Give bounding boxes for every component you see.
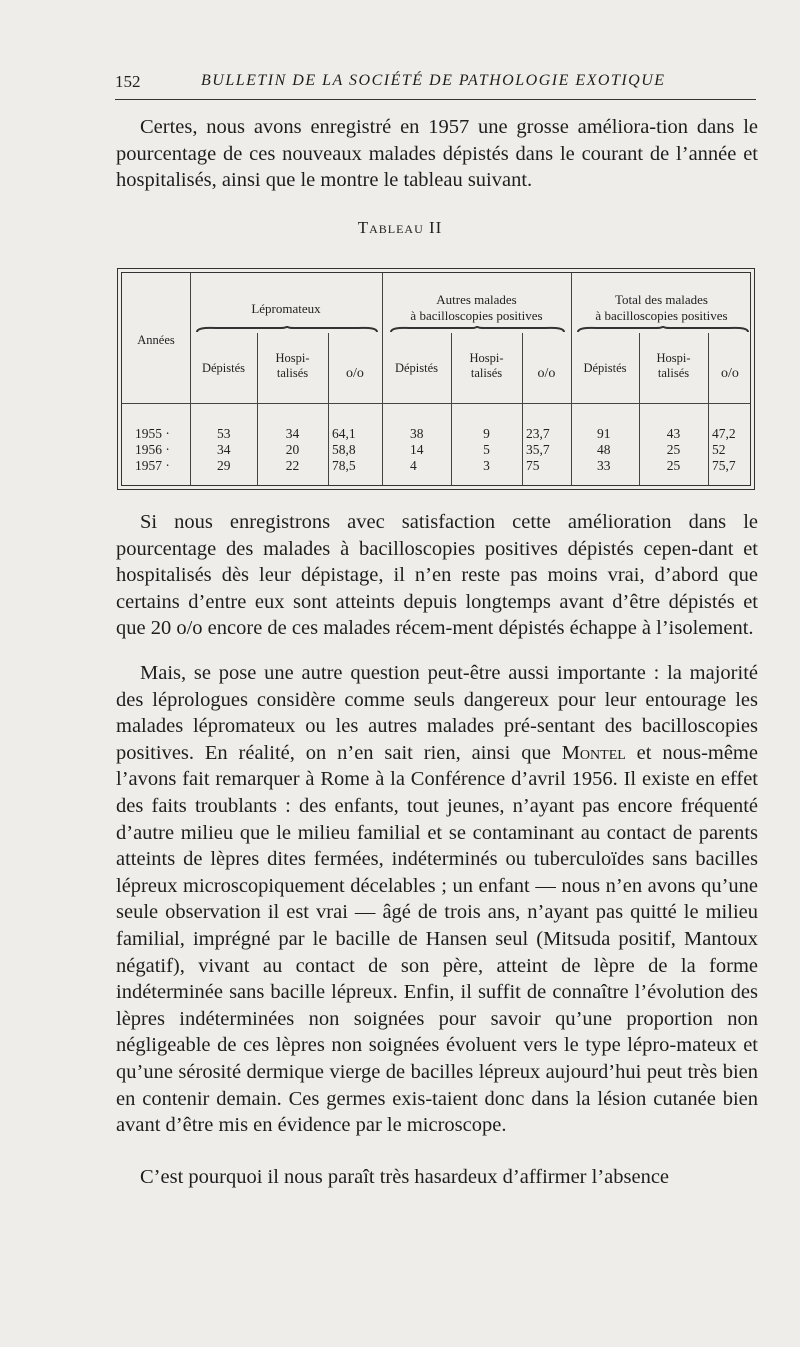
table-title: Tableau II xyxy=(357,218,443,237)
cell-a-depistes: 4 xyxy=(410,458,417,473)
running-title: BULLETIN DE LA SOCIÉTÉ DE PATHOLOGIE EXOTIQUE xyxy=(201,72,666,89)
page-number: 152 xyxy=(115,72,141,91)
group-header-line: Autres malades xyxy=(436,292,517,307)
cell-year: 1957 · xyxy=(135,458,170,473)
cell-l-hospitalises: 22 xyxy=(285,458,300,473)
paragraph-text: et nous-même l’avons fait remarquer à Rome à la Conférence d’avril 1956. Il existe en effet des faits troublants : des enfants, tout jeunes, n’ayant pas encore fréquenté d’autre milieu que le milieu familial et se contaminant au contact de parents atteints de lèpres dites fermées, indéterminés ou tuberculoïdes sans bacilles lépreux microscopiquement décelables ; un enfant — nous n’en avons qu’une seule observation il est vrai — âgé de trois ans, n’ayant pas quitté le milieu familial, imprégné par le bacille de Hansen seul (Mitsuda positif, Mantoux négatif), vivant au contact de son père, atteint de lèpre de la forme indéterminée sans bacille lépreux. Enfin, il suffit de connaître l’évolution des lèpres indéterminées non soignées pour savoir qu’une proportion non négligeable de ces lèpres non soignées évoluent vers le type lépro-mateux et qu’une sérosité dermique vierge de bacilles lépreux aujourd’hui peut très bien en contenir demain. Ces germes exis-taient donc dans la lésion cutanée bien avant d’être mis en évidence par le microscope. xyxy=(116,741,758,1137)
cell-a-depistes: 38 xyxy=(410,426,424,441)
cell-a-hospitalises: 3 xyxy=(483,458,490,473)
cell-t-hospitalises: 43 xyxy=(666,426,681,441)
page-header xyxy=(115,72,755,96)
cell-l-pct: 78,5 xyxy=(332,458,356,473)
sub-header-hospitalises xyxy=(257,351,328,381)
sub-header-depistes: Dépistés xyxy=(201,361,246,375)
sub-header-line: talisés xyxy=(657,366,690,380)
sub-header-line: Hospi- xyxy=(656,351,691,365)
paragraph-question xyxy=(116,660,758,1139)
column-divider xyxy=(708,333,709,485)
cell-a-hospitalises: 5 xyxy=(483,442,490,457)
sub-header-pct: o/o xyxy=(721,366,739,381)
paragraph-satisfaction: Si nous enregistrons avec satisfaction cette amélioration dans le pourcentage des malades à bacilloscopies positives dépistés cepen-dant et hospitalisés dès leur dépistage, il n’en reste pas moins vrai, d’abord que certains d’entre eux sont atteints depuis longtemps avant d’être dépistés et que 20 o/o encore de ces malades récem-ment dépistés échappe à l’isolement. xyxy=(116,511,758,640)
sub-header-pct: o/o xyxy=(537,366,556,381)
cell-t-depistes: 91 xyxy=(597,426,611,441)
paragraph-intro: Certes, nous avons enregistré en 1957 une grosse améliora-tion dans le pourcentage de ces nouveaux malades dépistés dans le courant de l’année et hospitalisés, ainsi que le montre le tableau suivant. xyxy=(116,116,758,192)
group-header-line: à bacilloscopies positives xyxy=(595,308,728,323)
cell-l-pct: 58,8 xyxy=(332,442,356,457)
cell-year: 1956 · xyxy=(135,442,170,457)
cell-t-hospitalises: 25 xyxy=(666,442,681,457)
cell-t-depistes: 48 xyxy=(597,442,611,457)
column-divider xyxy=(328,333,329,485)
cell-t-pct: 47,2 xyxy=(712,426,736,441)
cell-l-depistes: 53 xyxy=(217,426,231,441)
cell-l-depistes: 34 xyxy=(217,442,231,457)
group-header-line: à bacilloscopies positives xyxy=(410,308,543,323)
author-name: Montel xyxy=(561,741,626,764)
cell-year: 1955 · xyxy=(135,426,170,441)
group-header-autres xyxy=(382,292,571,324)
header-rule xyxy=(115,99,756,100)
data-table xyxy=(117,268,755,490)
years-header: Années xyxy=(137,333,175,347)
sub-header-depistes: Dépistés xyxy=(583,361,627,375)
brace-lepromateux xyxy=(196,326,378,334)
cell-t-pct: 75,7 xyxy=(712,458,736,473)
sub-header-line: talisés xyxy=(276,366,309,380)
sub-header-pct: o/o xyxy=(346,366,364,381)
table-frame xyxy=(121,272,751,486)
cell-a-pct: 23,7 xyxy=(526,426,550,441)
sub-header-depistes: Dépistés xyxy=(394,361,439,375)
cell-l-hospitalises: 34 xyxy=(285,426,300,441)
sub-header-hospitalises xyxy=(451,351,522,381)
paragraph-conclusion: C’est pourquoi il nous paraît très hasardeux d’affirmer l’absence xyxy=(140,1166,670,1188)
cell-a-pct: 75 xyxy=(526,458,540,473)
group-header-line: Total des malades xyxy=(615,292,708,307)
cell-a-hospitalises: 9 xyxy=(483,426,490,441)
sub-header-line: Hospi- xyxy=(275,351,310,365)
sub-header-line: Hospi- xyxy=(469,351,504,365)
brace-autres xyxy=(390,326,565,334)
cell-l-depistes: 29 xyxy=(217,458,231,473)
cell-t-pct: 52 xyxy=(712,442,726,457)
paragraph-text: Mais, se pose une autre question peut-être aussi importante : la majorité des léprologues considère comme seuls dangereux pour leur entourage les malades lépromateux ou les autres malades pré-sentant des bacilloscopies positives. En réalité, on n’en sait rien, ainsi que xyxy=(116,662,758,764)
cell-l-pct: 64,1 xyxy=(332,426,356,441)
group-header-total xyxy=(571,292,752,324)
brace-total xyxy=(577,326,749,334)
cell-t-depistes: 33 xyxy=(597,458,611,473)
cell-a-depistes: 14 xyxy=(410,442,424,457)
cell-t-hospitalises: 25 xyxy=(666,458,681,473)
sub-header-line: talisés xyxy=(470,366,503,380)
sub-header-hospitalises xyxy=(639,351,708,381)
group-header-lepromateux: Lépromateux xyxy=(251,301,321,316)
column-divider xyxy=(522,333,523,485)
header-separator xyxy=(122,403,750,404)
cell-l-hospitalises: 20 xyxy=(285,442,300,457)
cell-a-pct: 35,7 xyxy=(526,442,550,457)
